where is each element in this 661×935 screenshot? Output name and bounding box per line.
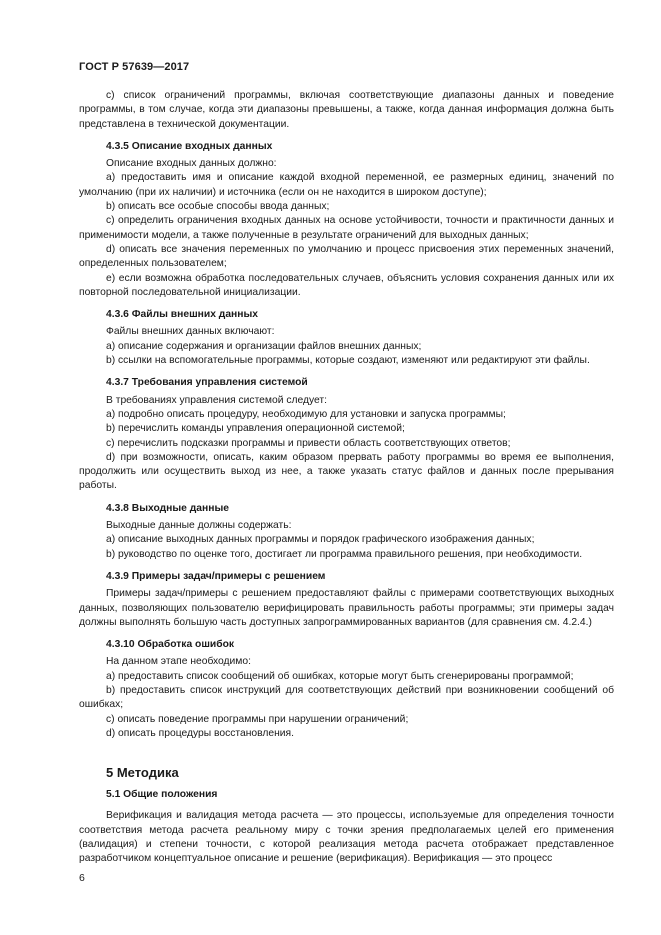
subsection-heading: 5.1 Общие положения: [106, 789, 218, 801]
list-item: b) перечислить команды управления операционной системой;: [106, 423, 405, 435]
paragraph: Описание входных данных должно:: [106, 158, 277, 170]
list-item: a) предоставить имя и описание каждой входной переменной, ее размерных единиц, значений по умолчанию (при их наличии) и источника (если он не находится в широком доступе);: [79, 172, 614, 198]
section-heading: 4.3.10 Обработка ошибок: [106, 639, 235, 651]
section-heading: 4.3.6 Файлы внешних данных: [106, 309, 259, 321]
list-item: c) определить ограничения входных данных на основе устойчивости, точности и практичности данных и применимости модели, а также полученные в результате ограничений для выходных данных;: [79, 215, 614, 241]
paragraph: В требованиях управления системой следует:: [106, 394, 327, 406]
document-body: [79, 89, 614, 867]
list-item: c) перечислить подсказки программы и привести область соответствующих ответов;: [106, 437, 511, 449]
document-header: ГОСТ Р 57639—2017: [79, 61, 190, 73]
paragraph: На данном этапе необходимо:: [106, 656, 251, 668]
paragraph: Примеры задач/примеры с решением предоставляют файлы с примерами соответствующих выходных данных, позволяющих пользователю верифицировать правильность работы программы; эти примеры задач должны выполнять большую часть доступных запрограммированных вариантов (для сравнения см. 4.2.4.): [79, 588, 614, 628]
list-item: a) подробно описать процедуру, необходимую для установки и запуска программы;: [106, 408, 506, 420]
section-heading: 4.3.5 Описание входных данных: [106, 140, 273, 152]
list-item: b) ссылки на вспомогательные программы, которые создают, изменяют или редактируют эти файлы.: [106, 355, 590, 367]
section-heading: 4.3.8 Выходные данные: [106, 502, 229, 514]
list-item: d) при возможности, описать, каким образом прервать работу программы во время ее выполнения, продолжить или осуществить выход из нее, а также указать статус файлов и данных после прерывания работы.: [79, 451, 614, 492]
list-item: d) описать процедуры восстановления.: [106, 727, 294, 739]
list-item: e) если возможна обработка последовательных случаев, объяснить условия сохранения данных или их повторной последовательной инициализации.: [79, 272, 614, 298]
list-item: a) описание содержания и организации файлов внешних данных;: [106, 340, 422, 352]
chapter-heading: 5 Методика: [106, 765, 179, 781]
list-item: a) описание выходных данных программы и порядок графического изображения данных;: [106, 534, 535, 546]
list-item: a) предоставить список сообщений об ошибках, которые могут быть сгенерированы программой;: [106, 670, 574, 682]
list-item: b) описать все особые способы ввода данных;: [106, 201, 330, 213]
section-heading: 4.3.9 Примеры задач/примеры с решением: [106, 570, 326, 582]
list-item: c) описать поведение программы при нарушении ограничений;: [106, 713, 409, 725]
paragraph: Файлы внешних данных включают:: [106, 326, 275, 338]
paragraph: c) список ограничений программы, включая соответствующие диапазоны данных и поведение программы, в том случае, когда эти диапазоны превышены, а также, когда данная информация должна быть представлена в технической документации.: [79, 90, 614, 130]
section-heading: 4.3.7 Требования управления системой: [106, 377, 308, 389]
list-item: b) предоставить список инструкций для соответствующих действий при возникновении сообщений об ошибках;: [79, 684, 614, 711]
list-item: b) руководство по оценке того, достигает ли программа правильного решения, при необходимости.: [106, 548, 583, 560]
paragraph: Выходные данные должны содержать:: [106, 520, 292, 532]
list-item: d) описать все значения переменных по умолчанию и процесс присвоения этих переменных значений, определенных пользователем;: [79, 243, 614, 270]
paragraph: Верификация и валидация метода расчета — это процессы, используемые для определения точности соответствия метода расчета реальному миру с точки зрения предполагаемых целей его применения (валидация) и степени точности, с которой реализация метода расчета отображает представленное разработчиком концептуальное описание и решение (верификация). Верификация — это процесс: [79, 810, 614, 865]
page-number: 6: [79, 872, 85, 884]
